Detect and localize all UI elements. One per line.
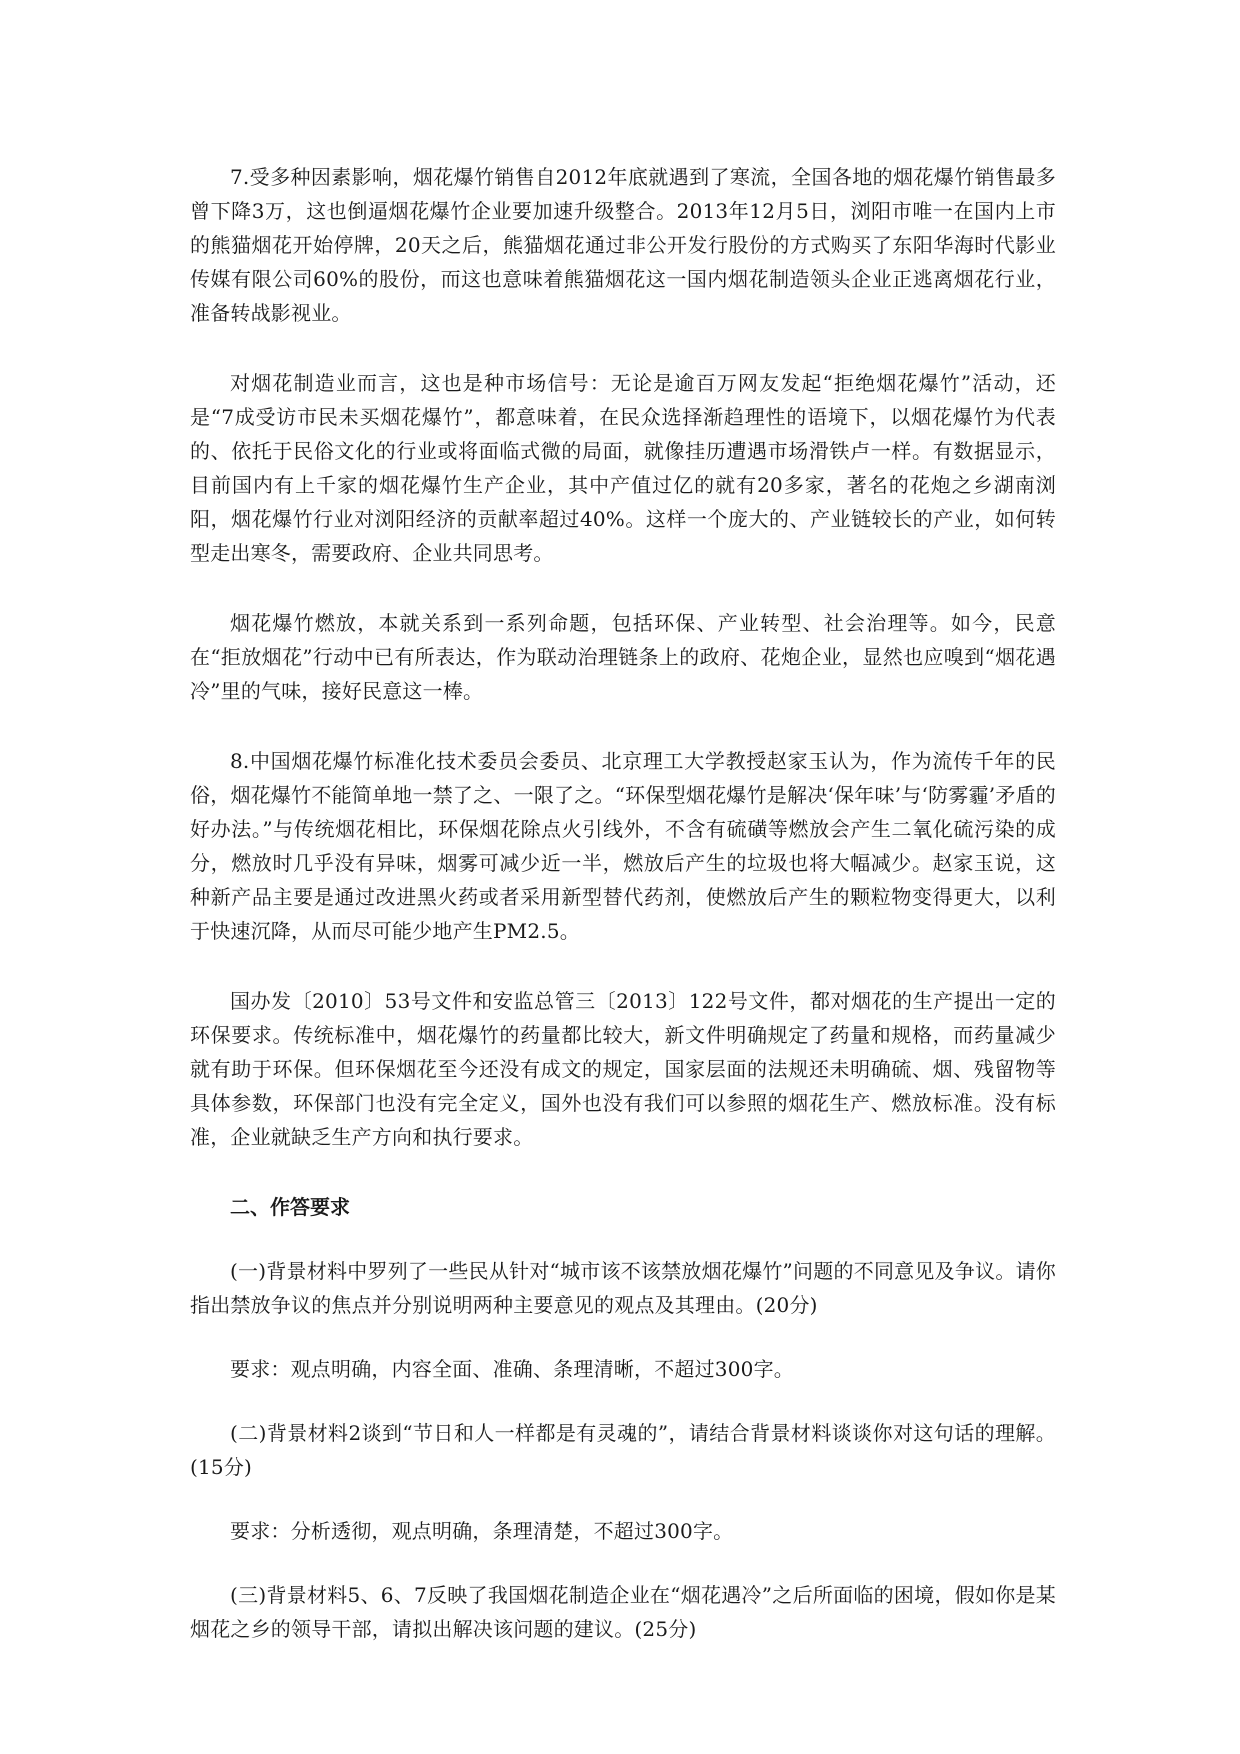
question-2-requirement: 要求：分析透彻，观点明确，条理清楚，不超过300字。 [230,1519,734,1543]
paragraph-market-signal: 对烟花制造业而言，这也是种市场信号：无论是逾百万网友发起“拒绝烟花爆竹”活动，还是“7成受访市民未买烟花爆竹”，都意味着，在民众选择渐趋理性的语境下，以烟花爆竹为代表的、依托于民俗文化的行业或将面临式微的局面，就像挂历遭遇市场滑铁卢一样。有数据显示，目前国内有上千家的烟花爆竹生产企业，其中产值过亿的就有20多家，著名的花炮之乡湖南浏阳，烟花爆竹行业对浏阳经济的贡献率超过40%。这样一个庞大的、产业链较长的产业，如何转型走出寒冬，需要政府、企业共同思考。 [190,371,1056,565]
question-3: (三)背景材料5、6、7反映了我国烟花制造企业在“烟花遇冷”之后所面临的困境，假如你是某烟花之乡的领导干部，请拟出解决该问题的建议。(25分) [190,1583,1056,1641]
paragraph-policy-documents: 国办发〔2010〕53号文件和安监总管三〔2013〕122号文件，都对烟花的生产提出一定的环保要求。传统标准中，烟花爆竹的药量都比较大，新文件明确规定了药量和规格，而药量减少就有助于环保。但环保烟花至今还没有成文的规定，国家层面的法规还未明确硫、烟、残留物等具体参数，环保部门也没有完全定义，国外也没有我们可以参照的烟花生产、燃放标准。没有标准，企业就缺乏生产方向和执行要求。 [190,989,1056,1149]
paragraph-material-8: 8.中国烟花爆竹标准化技术委员会委员、北京理工大学教授赵家玉认为，作为流传千年的民俗，烟花爆竹不能简单地一禁了之、一限了之。“环保型烟花爆竹是解决‘保年味’与‘防雾霾’矛盾的好办法。”与传统烟花相比，环保烟花除点火引线外，不含有硫磺等燃放会产生二氧化硫污染的成分，燃放时几乎没有异味，烟雾可减少近一半，燃放后产生的垃圾也将大幅减少。赵家玉说，这种新产品主要是通过改进黑火药或者采用新型替代药剂，使燃放后产生的颗粒物变得更大，以利于快速沉降，从而尽可能少地产生PM2.5。 [190,749,1056,943]
question-1-requirement: 要求：观点明确，内容全面、准确、条理清晰，不超过300字。 [230,1357,794,1381]
question-1: (一)背景材料中罗列了一些民从针对“城市该不该禁放烟花爆竹”问题的不同意见及争议。请你指出禁放争议的焦点并分别说明两种主要意见的观点及其理由。(20分) [190,1259,1056,1317]
paragraph-social-governance: 烟花爆竹燃放，本就关系到一系列命题，包括环保、产业转型、社会治理等。如今，民意在“拒放烟花”行动中已有所表达，作为联动治理链条上的政府、花炮企业，显然也应嗅到“烟花遇冷”里的气味，接好民意这一棒。 [190,611,1056,703]
document-body [190,160,1056,1676]
question-2: (二)背景材料2谈到“节日和人一样都是有灵魂的”，请结合背景材料谈谈你对这句话的理解。(15分) [190,1421,1056,1479]
section-heading-requirements: 二、作答要求 [230,1195,350,1219]
paragraph-material-7: 7.受多种因素影响，烟花爆竹销售自2012年底就遇到了寒流，全国各地的烟花爆竹销售最多曾下降3万，这也倒逼烟花爆竹企业要加速升级整合。2013年12月5日，浏阳市唯一在国内上市的熊猫烟花开始停牌，20天之后，熊猫烟花通过非公开发行股份的方式购买了东阳华海时代影业传媒有限公司60%的股份，而这也意味着熊猫烟花这一国内烟花制造领头企业正逃离烟花行业，准备转战影视业。 [190,165,1056,325]
